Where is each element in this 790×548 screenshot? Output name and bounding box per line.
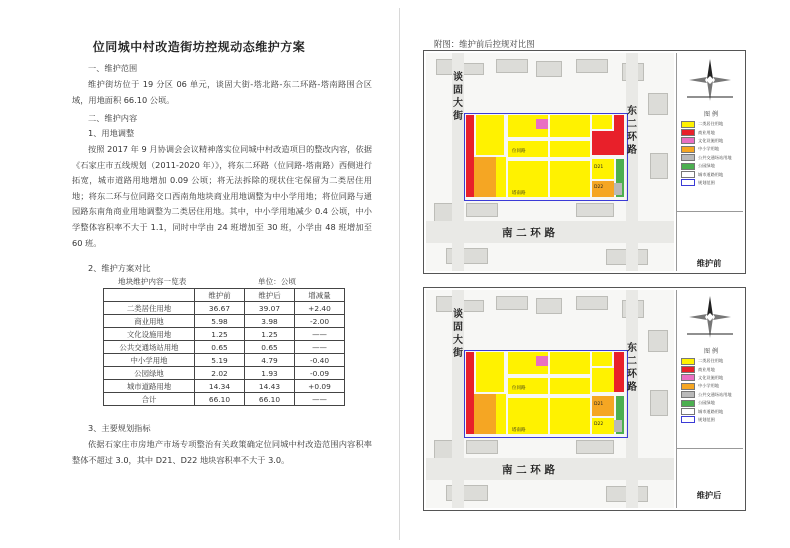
table-header-cell: 增减量 xyxy=(295,289,345,302)
sub1-text: 按照 2017 年 9 月协调会会议精神落实位同城中村改造项目的整改内容，依据《石家庄市五线规划（2011-2020 年）》，将东二环路（位同路-塔南路）西侧进行拓宽，城市道路用地增加 0.09 公顷；将无法拆除的现状住宅保留为二类居住用地；将东二环与位同路交口西南角地块商业用地调整为中小学用地；将位同路与通园路东南角商业用地调整为二类居住用地。其中，中小学用地减少 0.4 公顷，中小学整体容积率不大于 1.1，同时中学由 24 班增加至 30 班，小学由 48 班增加至 60 班。 xyxy=(72,144,372,248)
context-building xyxy=(650,390,668,416)
land-residential xyxy=(550,141,590,157)
table-cell: +2.40 xyxy=(295,302,345,315)
context-building xyxy=(536,61,562,77)
road-char: 路 xyxy=(627,382,637,393)
road-char: 固 xyxy=(453,322,463,333)
section2-heading: 二、维护内容 xyxy=(88,113,138,123)
legend-swatch xyxy=(681,383,695,390)
map-panel-after xyxy=(423,287,746,511)
table-cell: 0.65 xyxy=(245,341,295,354)
table-cell: 14.43 xyxy=(245,380,295,393)
legend-item xyxy=(681,137,741,145)
road-label-inner-south: 塔南路 xyxy=(512,191,526,196)
legend-label: 二类居住用地 xyxy=(698,358,724,364)
sub3-heading: 3、主要规划指标 xyxy=(88,423,151,433)
table-row xyxy=(104,328,345,341)
table-cell: 4.79 xyxy=(245,354,295,367)
road-label-inner-north: 位同路 xyxy=(512,149,526,154)
table-cell: 39.07 xyxy=(245,302,295,315)
block-code: D22 xyxy=(594,185,604,190)
table-row xyxy=(104,393,345,406)
land-residential xyxy=(550,115,590,137)
legend-panel xyxy=(676,290,743,508)
legend-swatch xyxy=(681,374,695,381)
table-cell: 1.25 xyxy=(195,328,245,341)
table-cell: 文化设施用地 xyxy=(104,328,195,341)
land-school xyxy=(474,394,496,434)
legend-item xyxy=(681,407,741,415)
legend-swatch xyxy=(681,129,695,136)
legend-item xyxy=(681,382,741,390)
table-row xyxy=(104,367,345,380)
legend-item xyxy=(681,357,741,365)
zoning-map-after xyxy=(426,290,674,508)
land-commercial xyxy=(466,352,474,434)
road-label-east xyxy=(626,105,638,157)
context-building xyxy=(466,203,498,217)
land-residential xyxy=(496,157,506,197)
legend xyxy=(681,346,741,424)
table-row xyxy=(104,341,345,354)
legend-swatch xyxy=(681,121,695,128)
legend-swatch xyxy=(681,358,695,365)
table-header-row xyxy=(104,289,345,302)
table-cell: 14.34 xyxy=(195,380,245,393)
road-char: 东 xyxy=(627,106,637,117)
road-char: 大 xyxy=(453,335,463,346)
table-unit: 单位：公顷 xyxy=(258,277,296,286)
block-code: D21 xyxy=(594,165,604,170)
legend-label: 规划范围 xyxy=(698,416,715,422)
context-building xyxy=(496,296,528,310)
legend-swatch xyxy=(681,171,695,178)
road-char: 路 xyxy=(627,145,637,156)
land-culture xyxy=(536,356,548,366)
road-label-west xyxy=(452,308,464,360)
road-char: 街 xyxy=(453,348,463,359)
land-residential xyxy=(550,398,590,434)
section1-heading: 一、维护范围 xyxy=(88,63,138,73)
land-residential xyxy=(592,352,612,366)
context-building xyxy=(648,330,668,352)
legend-item xyxy=(681,179,741,187)
table-cell: —— xyxy=(295,328,345,341)
table-cell: -0.09 xyxy=(295,367,345,380)
legend-label: 中小学用地 xyxy=(698,383,719,389)
road-char: 二 xyxy=(627,356,637,367)
sub2-heading: 2、维护方案对比 xyxy=(88,263,151,273)
table-row xyxy=(104,354,345,367)
legend-swatch xyxy=(681,163,695,170)
legend-item xyxy=(681,145,741,153)
context-building xyxy=(576,203,614,217)
block-code: D21 xyxy=(594,402,604,407)
legend-label: 规划范围 xyxy=(698,179,715,185)
context-building xyxy=(576,440,614,454)
context-building xyxy=(496,59,528,73)
road-char: 环 xyxy=(627,369,637,380)
table-cell: 66.10 xyxy=(195,393,245,406)
table-cell: 66.10 xyxy=(245,393,295,406)
table-cell: —— xyxy=(295,393,345,406)
table-cell: 3.98 xyxy=(245,315,295,328)
road-char: 固 xyxy=(453,85,463,96)
table-cell: 36.67 xyxy=(195,302,245,315)
legend-item xyxy=(681,374,741,382)
context-building xyxy=(648,93,668,115)
table-cell: 1.93 xyxy=(245,367,295,380)
legend-swatch xyxy=(681,400,695,407)
context-building xyxy=(466,440,498,454)
legend-label: 公园绿地 xyxy=(698,163,715,169)
table-cell: —— xyxy=(295,341,345,354)
stage-label-after: 维护后 xyxy=(696,490,722,500)
land-commercial xyxy=(592,131,614,155)
road-char: 街 xyxy=(453,111,463,122)
table-cell: 二类居住用地 xyxy=(104,302,195,315)
table-cell: 2.02 xyxy=(195,367,245,380)
table-row xyxy=(104,302,345,315)
land-transit xyxy=(614,183,622,195)
context-building xyxy=(576,296,608,310)
legend-label: 中小学用地 xyxy=(698,146,719,152)
page-title: 位同城中村改造街坊控规动态维护方案 xyxy=(92,40,306,54)
table-cell: 公园绿地 xyxy=(104,367,195,380)
land-transit xyxy=(614,420,622,432)
legend-item xyxy=(681,154,741,162)
legend-label: 商业用地 xyxy=(698,366,715,372)
legend-item xyxy=(681,365,741,373)
land-commercial xyxy=(614,352,624,392)
legend-item xyxy=(681,391,741,399)
road-label-inner-south: 塔南路 xyxy=(512,428,526,433)
legend-label: 商业用地 xyxy=(698,129,715,135)
legend-swatch xyxy=(681,137,695,144)
legend xyxy=(681,109,741,187)
legend-item xyxy=(681,170,741,178)
road-label-west xyxy=(452,71,464,123)
page-divider xyxy=(399,8,400,540)
legend-swatch xyxy=(681,154,695,161)
land-commercial xyxy=(466,115,474,197)
zoning-map-before xyxy=(426,53,674,271)
road-char: 东 xyxy=(627,343,637,354)
legend-swatch xyxy=(681,366,695,373)
sub1-heading: 1、用地调整 xyxy=(88,128,135,138)
legend-label: 城市道路用地 xyxy=(698,408,724,414)
table-cell: 城市道路用地 xyxy=(104,380,195,393)
legend-swatch xyxy=(681,179,695,186)
legend-title: 图 例 xyxy=(704,348,718,355)
legend-label: 文化设施用地 xyxy=(698,374,724,380)
legend-label: 公共交通场站用地 xyxy=(698,154,732,160)
land-residential xyxy=(476,352,504,392)
table-header-cell: 维护前 xyxy=(195,289,245,302)
land-residential xyxy=(550,352,590,374)
land-residential xyxy=(550,161,590,197)
land-residential xyxy=(550,378,590,394)
block-code: D22 xyxy=(594,422,604,427)
north-arrow-icon xyxy=(685,57,735,103)
legend-item xyxy=(681,399,741,407)
legend-panel xyxy=(676,53,743,271)
table-row xyxy=(104,380,345,393)
context-building xyxy=(650,153,668,179)
map-panel-before xyxy=(423,50,746,274)
table-cell: 商业用地 xyxy=(104,315,195,328)
table-cell: 合计 xyxy=(104,393,195,406)
legend-item xyxy=(681,416,741,424)
table-row xyxy=(104,315,345,328)
legend-label: 城市道路用地 xyxy=(698,171,724,177)
land-residential xyxy=(496,394,506,434)
context-building xyxy=(536,298,562,314)
legend-label: 二类居住用地 xyxy=(698,121,724,127)
road-char: 谈 xyxy=(453,72,463,83)
north-arrow-icon xyxy=(685,294,735,340)
road-char: 谈 xyxy=(453,309,463,320)
sub3-text: 依据石家庄市房地产市场专项整治有关政策确定位同城中村改造范围内容积率整体不超过 3.0，其中 D21、D22 地块容积率不大于 3.0。 xyxy=(72,439,372,465)
land-residential xyxy=(476,115,504,155)
legend-swatch xyxy=(681,408,695,415)
land-residential xyxy=(592,368,614,392)
table-cell: 公共交通场站用地 xyxy=(104,341,195,354)
legend-swatch xyxy=(681,146,695,153)
appendix-title: 附图：维护前后控规对比图 xyxy=(434,39,535,49)
table-cell: 5.98 xyxy=(195,315,245,328)
road-char: 大 xyxy=(453,98,463,109)
land-culture xyxy=(536,119,548,129)
road-char: 二 xyxy=(627,119,637,130)
context-building xyxy=(576,59,608,73)
table-header-cell: 维护后 xyxy=(245,289,295,302)
table-cell: 5.19 xyxy=(195,354,245,367)
road-label-south: 南 二 环 路 xyxy=(502,464,555,476)
table-cell: 中小学用地 xyxy=(104,354,195,367)
road-label-east xyxy=(626,342,638,394)
legend-item xyxy=(681,128,741,136)
legend-swatch xyxy=(681,416,695,423)
legend-swatch xyxy=(681,391,695,398)
section1-text: 维护街坊位于 19 分区 06 单元，谈固大街-塔北路-东二环路-塔南路围合区域，用地面积 66.10 公顷。 xyxy=(72,79,372,105)
legend-item xyxy=(681,162,741,170)
legend-item xyxy=(681,120,741,128)
legend-label: 公园绿地 xyxy=(698,400,715,406)
table-cell: 0.65 xyxy=(195,341,245,354)
stage-label-before: 维护前 xyxy=(696,258,722,268)
table-cell: +0.09 xyxy=(295,380,345,393)
legend-label: 公共交通场站用地 xyxy=(698,391,732,397)
land-commercial xyxy=(614,115,624,155)
table-cell: 1.25 xyxy=(245,328,295,341)
land-school xyxy=(474,157,496,197)
table-cell: -0.40 xyxy=(295,354,345,367)
table-caption: 地块维护内容一览表 xyxy=(118,277,187,286)
road-label-inner-north: 位同路 xyxy=(512,386,526,391)
legend-label: 文化设施用地 xyxy=(698,137,724,143)
land-residential xyxy=(592,115,612,129)
road-char: 环 xyxy=(627,132,637,143)
road-label-south: 南 二 环 路 xyxy=(502,227,555,239)
table-header-cell xyxy=(104,289,195,302)
legend-title: 图 例 xyxy=(704,111,718,118)
adjustment-table xyxy=(103,288,345,406)
table-cell: -2.00 xyxy=(295,315,345,328)
